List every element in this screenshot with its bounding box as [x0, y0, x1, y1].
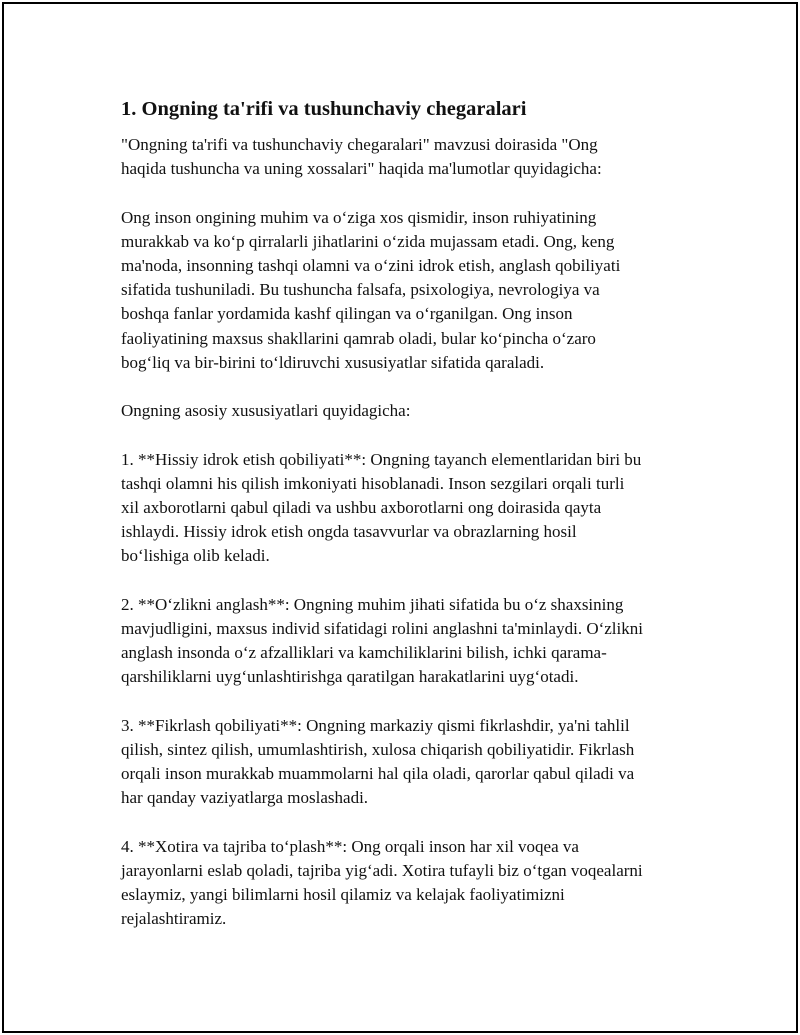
document-title: 1. Ongning ta'rifi va tushunchaviy chegaralari	[121, 98, 527, 120]
list-item-self-awareness: 2. **Oʻzlikni anglash**: Ongning muhim jihati sifatida bu oʻz shaxsining mavjudligini, maxsus individ sifatidagi rolini anglashni ta'minlaydi. Oʻzlikni anglash insonda oʻz afzalliklari va kamchiliklarini bilish, ichki qarama- qarshiliklarni uygʻunlashtirishga qaratilgan harakatlarini uygʻotadi.	[121, 594, 643, 687]
properties-heading-paragraph: Ongning asosiy xususiyatlari quyidagicha:	[121, 401, 411, 421]
definition-paragraph: Ong inson ongining muhim va oʻziga xos qismidir, inson ruhiyatining murakkab va koʻp qirralarli jihatlarini oʻzida mujassam etadi. Ong, keng ma'noda, insonning tashqi olamni va oʻzini idrok etish, anglash qobiliyati sifatida tushuniladi. Bu tushuncha falsafa, psixologiya, nevrologiya va boshqa fanlar yordamida kashf qilingan va oʻrganilgan. Ong inson faoliyatining maxsus shakllarini qamrab oladi, bular koʻpincha oʻzaro bogʻliq va bir-birini toʻldiruvchi xususiyatlar sifatida qaraladi.	[121, 207, 621, 372]
list-item-memory: 4. **Xotira va tajriba toʻplash**: Ong orqali inson har xil voqea va jarayonlarni eslab qoladi, tajriba yigʻadi. Xotira tufayli biz oʻtgan voqealarni eslaymiz, yangi bilimlarni hosil qilamiz va kelajak faoliyatimizni rejalashtiramiz.	[121, 836, 643, 929]
list-item-thinking: 3. **Fikrlash qobiliyati**: Ongning markaziy qismi fikrlashdir, ya'ni tahlil qilish, sintez qilish, umumlashtirish, xulosa chiqarish qobiliyatidir. Fikrlash orqali inson murakkab muammolarni hal qila oladi, qarorlar qabul qiladi va har qanday vaziyatlarga moslashadi.	[121, 715, 635, 808]
page-frame	[2, 2, 798, 1033]
document-body	[121, 96, 701, 956]
intro-paragraph: "Ongning ta'rifi va tushunchaviy chegaralari" mavzusi doirasida "Ong haqida tushuncha va uning xossalari" haqida ma'lumotlar quyidagicha:	[121, 135, 602, 179]
list-item-sensory-perception: 1. **Hissiy idrok etish qobiliyati**: Ongning tayanch elementlaridan biri bu tashqi olamni his qilish imkoniyati hisoblanadi. Inson sezgilari orqali turli xil axborotlarni qabul qiladi va ushbu axborotlarni ong doirasida qayta ishlaydi. Hissiy idrok etish ongda tasavvurlar va obrazlarning hosil boʻlishiga olib keladi.	[121, 449, 642, 566]
